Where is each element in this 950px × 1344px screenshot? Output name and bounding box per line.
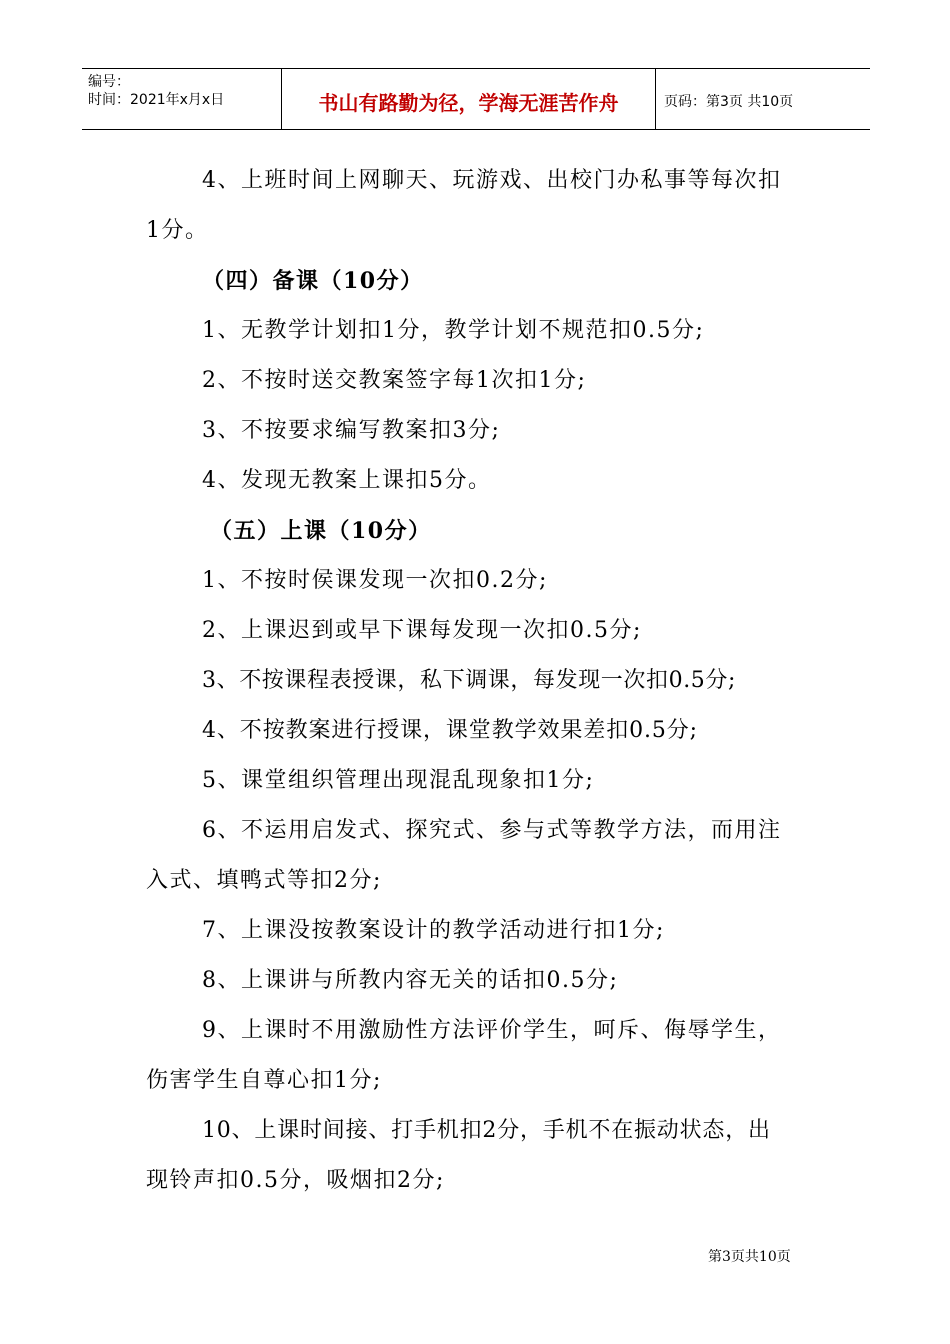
body-line: 1分。 <box>146 218 209 243</box>
header-page-label: 页码：第3页 共10页 <box>664 94 794 110</box>
body-line: 4、上班时间上网聊天、玩游戏、出校门办私事等每次扣 <box>202 168 782 193</box>
body-line: 现铃声扣0.5分，吸烟扣2分; <box>146 1168 445 1193</box>
header-motto: 书山有路勤为径，学海无涯苦作舟 <box>282 69 656 129</box>
page-footer: 第3页共10页 <box>708 1249 791 1265</box>
section-heading-class: （五）上课（10分） <box>210 518 432 544</box>
body-line: 1、不按时侯课发现一次扣0.2分; <box>202 568 548 593</box>
body-line: 伤害学生自尊心扣1分; <box>146 1068 382 1093</box>
body-line: 10、上课时间接、打手机扣2分，手机不在振动状态，出 <box>202 1118 771 1143</box>
section-heading-prep: （四）备课（10分） <box>202 268 424 294</box>
body-line: 6、不运用启发式、探究式、参与式等教学方法，而用注 <box>202 818 782 843</box>
body-line: 2、不按时送交教案签字每1次扣1分; <box>202 368 587 393</box>
body-line: 2、上课迟到或早下课每发现一次扣0.5分; <box>202 618 642 643</box>
body-line: 4、发现无教案上课扣5分。 <box>202 468 492 493</box>
body-line: 8、上课讲与所教内容无关的话扣0.5分; <box>202 968 619 993</box>
body-line: 入式、填鸭式等扣2分; <box>146 868 382 893</box>
header-time-label: 时间：2021年x月x日 <box>88 92 225 108</box>
body-line: 5、课堂组织管理出现混乱现象扣1分; <box>202 768 595 793</box>
body-line: 4、不按教案进行授课，课堂教学效果差扣0.5分; <box>202 718 698 743</box>
body-line: 3、不按课程表授课，私下调课，每发现一次扣0.5分; <box>202 668 736 693</box>
body-line: 7、上课没按教案设计的教学活动进行扣1分; <box>202 918 665 943</box>
header-meta <box>82 69 282 129</box>
body-line: 3、不按要求编写教案扣3分; <box>202 418 501 443</box>
body-line: 9、上课时不用激励性方法评价学生，呵斥、侮辱学生， <box>202 1018 782 1043</box>
page-header <box>82 68 870 130</box>
body-line: 1、无教学计划扣1分，教学计划不规范扣0.5分; <box>202 318 705 343</box>
header-number-label: 编号： <box>88 74 130 90</box>
